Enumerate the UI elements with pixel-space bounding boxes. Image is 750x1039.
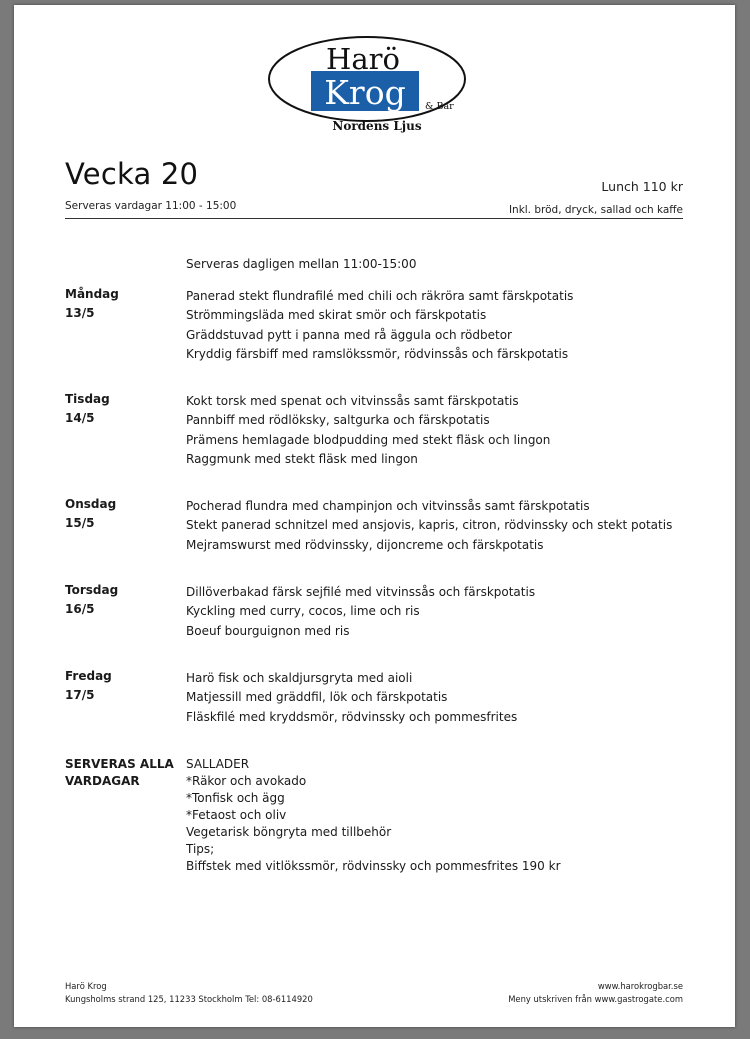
lunch-price: Lunch 110 kr bbox=[601, 179, 683, 194]
day-monday bbox=[65, 285, 185, 322]
day-date: 16/5 bbox=[65, 601, 95, 616]
footer-website[interactable]: www.harokrogbar.se bbox=[597, 981, 683, 991]
day-wednesday bbox=[65, 495, 185, 532]
everyday-item: Biffstek med vitlökssmör, rödvinssky och pommesfrites 190 kr bbox=[186, 859, 561, 873]
dish-item: Prämens hemlagade blodpudding med stekt fläsk och lingon bbox=[186, 432, 551, 447]
dish-item: Panerad stekt flundrafilé med chili och räkröra samt färskpotatis bbox=[186, 289, 574, 303]
day-name: Tisdag bbox=[65, 392, 110, 406]
everyday-item: *Räkor och avokado bbox=[186, 774, 307, 788]
page-title: Vecka 20 bbox=[65, 157, 199, 191]
footer-printed-from[interactable]: Meny utskriven från www.gastrogate.com bbox=[508, 993, 683, 1004]
serving-hours: Serveras vardagar 11:00 - 15:00 bbox=[65, 200, 237, 212]
dish-list-monday bbox=[186, 287, 706, 365]
dish-list-tuesday bbox=[186, 392, 706, 470]
dish-list-thursday bbox=[186, 583, 706, 641]
menu-page bbox=[14, 5, 735, 1027]
header-divider bbox=[65, 218, 683, 219]
footer-address: Kungsholms strand 125, 11233 Stockholm Tel: 08-6114920 bbox=[65, 993, 313, 1004]
day-date: 17/5 bbox=[65, 687, 95, 702]
dish-list-wednesday bbox=[186, 497, 706, 555]
logo-krog: Krog bbox=[324, 73, 406, 112]
dish-item: Kryddig färsbiff med ramslökssmör, rödvinssås och färskpotatis bbox=[186, 347, 569, 362]
dish-item: Boeuf bourguignon med ris bbox=[186, 623, 350, 638]
dish-list-friday bbox=[186, 669, 706, 727]
everyday-item: SALLADER bbox=[186, 757, 250, 771]
everyday-item: Vegetarisk böngryta med tillbehör bbox=[186, 825, 392, 839]
everyday-item: Tips; bbox=[186, 842, 215, 856]
everyday-label: SERVERAS ALLA VARDAGAR bbox=[65, 757, 174, 788]
price-includes: Inkl. bröd, dryck, sallad och kaffe bbox=[508, 204, 683, 216]
dish-item: Dillöverbakad färsk sejfilé med vitvinssås och färskpotatis bbox=[186, 585, 536, 599]
day-thursday bbox=[65, 581, 185, 618]
day-date: 15/5 bbox=[65, 515, 95, 530]
footer-contact bbox=[65, 980, 313, 1005]
day-date: 13/5 bbox=[65, 305, 95, 320]
haro-krog-logo bbox=[267, 30, 467, 140]
dish-item: Harö fisk och skaldjursgryta med aioli bbox=[186, 671, 413, 685]
dish-item: Stekt panerad schnitzel med ansjovis, kapris, citron, rödvinssky och stekt potatis bbox=[186, 518, 673, 533]
day-date: 14/5 bbox=[65, 410, 95, 425]
day-name: Måndag bbox=[65, 287, 119, 301]
day-tuesday bbox=[65, 390, 185, 427]
everyday-item: *Fetaost och oliv bbox=[186, 808, 287, 822]
day-name: Onsdag bbox=[65, 497, 117, 511]
day-name: Torsdag bbox=[65, 583, 119, 597]
dish-item: Strömmingsläda med skirat smör och färskpotatis bbox=[186, 308, 487, 323]
dish-item: Pannbiff med rödlöksky, saltgurka och färskpotatis bbox=[186, 413, 490, 428]
logo-bar: & Bar bbox=[425, 101, 454, 112]
footer-links bbox=[508, 980, 683, 1005]
day-friday bbox=[65, 667, 185, 704]
dish-item: Kyckling med curry, cocos, lime och ris bbox=[186, 604, 420, 619]
intro-text: Serveras dagligen mellan 11:00-15:00 bbox=[186, 257, 417, 271]
dish-item: Mejramswurst med rödvinssky, dijoncreme och färskpotatis bbox=[186, 537, 544, 552]
dish-item: Fläskfilé med kryddsmör, rödvinssky och pommesfrites bbox=[186, 709, 518, 724]
everyday-item: *Tonfisk och ägg bbox=[186, 791, 285, 805]
dish-item: Matjessill med gräddfil, lök och färskpotatis bbox=[186, 690, 448, 705]
dish-item: Pocherad flundra med champinjon och vitvinssås samt färskpotatis bbox=[186, 499, 590, 513]
footer-name: Harö Krog bbox=[65, 981, 107, 991]
logo-tagline: Nordens Ljus bbox=[332, 119, 422, 133]
dish-item: Kokt torsk med spenat och vitvinssås samt färskpotatis bbox=[186, 394, 519, 408]
everyday-list bbox=[186, 756, 561, 875]
day-name: Fredag bbox=[65, 669, 112, 683]
dish-item: Gräddstuvad pytt i panna med rå äggula och rödbetor bbox=[186, 327, 512, 342]
dish-item: Raggmunk med stekt fläsk med lingon bbox=[186, 452, 418, 467]
logo-haro: Harö bbox=[326, 42, 400, 76]
